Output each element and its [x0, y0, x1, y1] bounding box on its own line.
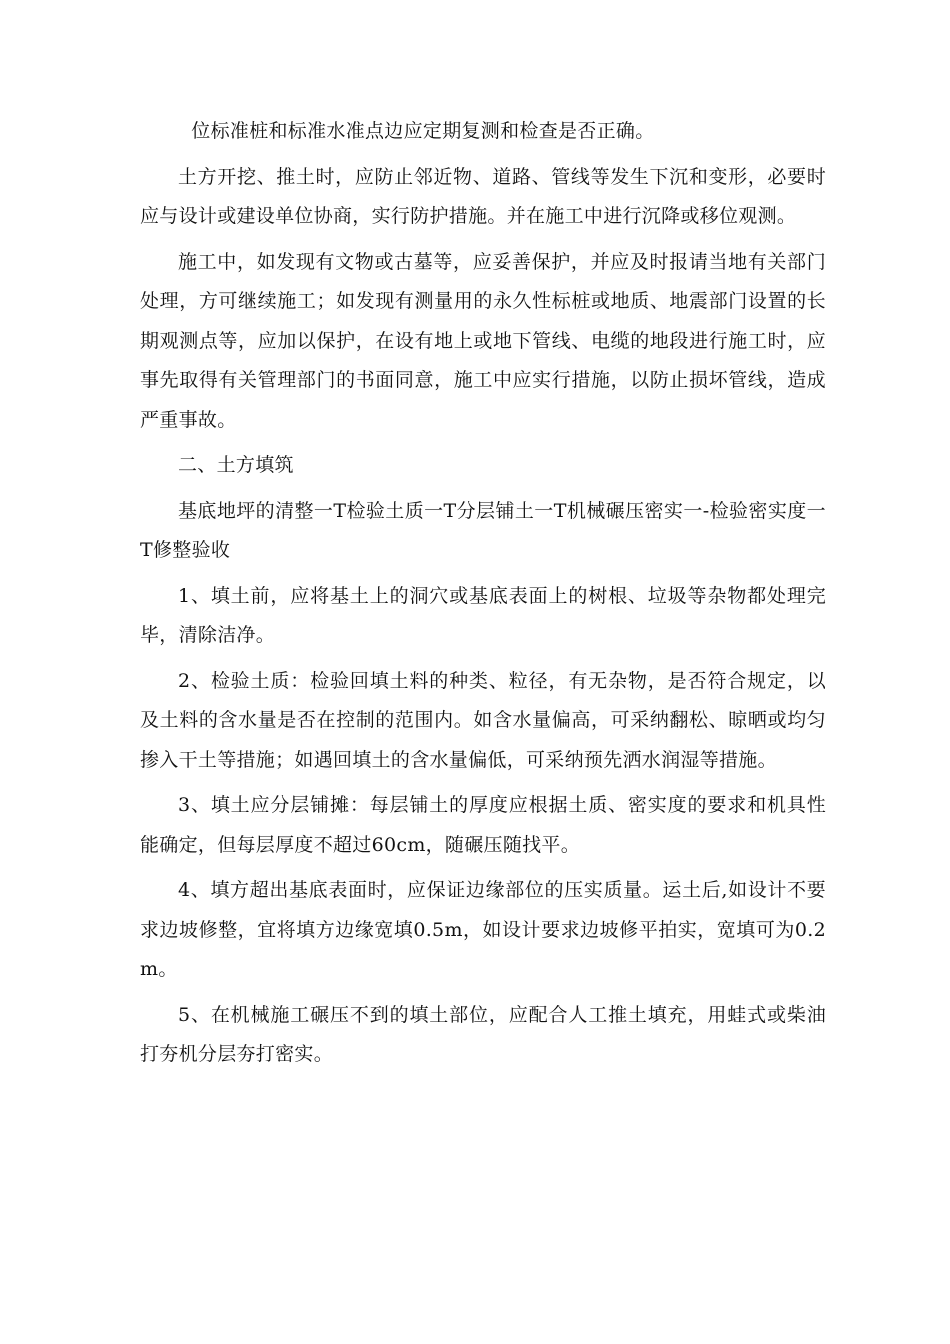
document-page [140, 112, 826, 1081]
paragraph-process-flow: 基底地坪的清整一T检验土质一T分层铺土一T机械碾压密实一-检验密实度一T修整验收 [140, 499, 826, 561]
paragraph-item-1: 1、填土前，应将基土上的洞穴或基底表面上的树根、垃圾等杂物都处理完毕，清除洁净。 [140, 584, 826, 646]
paragraph-excavation: 土方开挖、推土时，应防止邻近物、道路、管线等发生下沉和变形，必要时应与设计或建设单位协商，实行防护措施。并在施工中进行沉降或移位观测。 [140, 165, 826, 227]
paragraph-item-4: 4、填方超出基底表面时，应保证边缘部位的压实质量。运土后,如设计不要求边坡修整，宜将填方边缘宽填0.5m，如设计要求边坡修平拍实，宽填可为0.2m。 [140, 879, 826, 980]
paragraph-benchmark-check: 位标准桩和标准水准点边应定期复测和检查是否正确。 [191, 120, 655, 142]
paragraph-relics-protection: 施工中，如发现有文物或古墓等，应妥善保护，并应及时报请当地有关部门处理，方可继续施工；如发现有测量用的永久性标桩或地质、地震部门设置的长期观测点等，应加以保护，在设有地上或地下管线、电缆的地段进行施工时，应事先取得有关管理部门的书面同意，施工中应实行措施，以防止损坏管线，造成严重事故。 [140, 250, 826, 431]
section-heading-earth-filling: 二、土方填筑 [178, 454, 294, 476]
paragraph-item-5: 5、在机械施工碾压不到的填土部位，应配合人工推土填充，用蛙式或柴油打夯机分层夯打密实。 [140, 1003, 826, 1065]
paragraph-item-2: 2、检验土质：检验回填土料的种类、粒径，有无杂物，是否符合规定，以及土料的含水量是否在控制的范围内。如含水量偏高，可采纳翻松、晾晒或均匀掺入干土等措施；如遇回填土的含水量偏低，可采纳预先洒水润湿等措施。 [140, 669, 826, 771]
paragraph-item-3: 3、填土应分层铺摊：每层铺土的厚度应根据土质、密实度的要求和机具性能确定，但每层厚度不超过60cm，随碾压随找平。 [140, 794, 826, 856]
